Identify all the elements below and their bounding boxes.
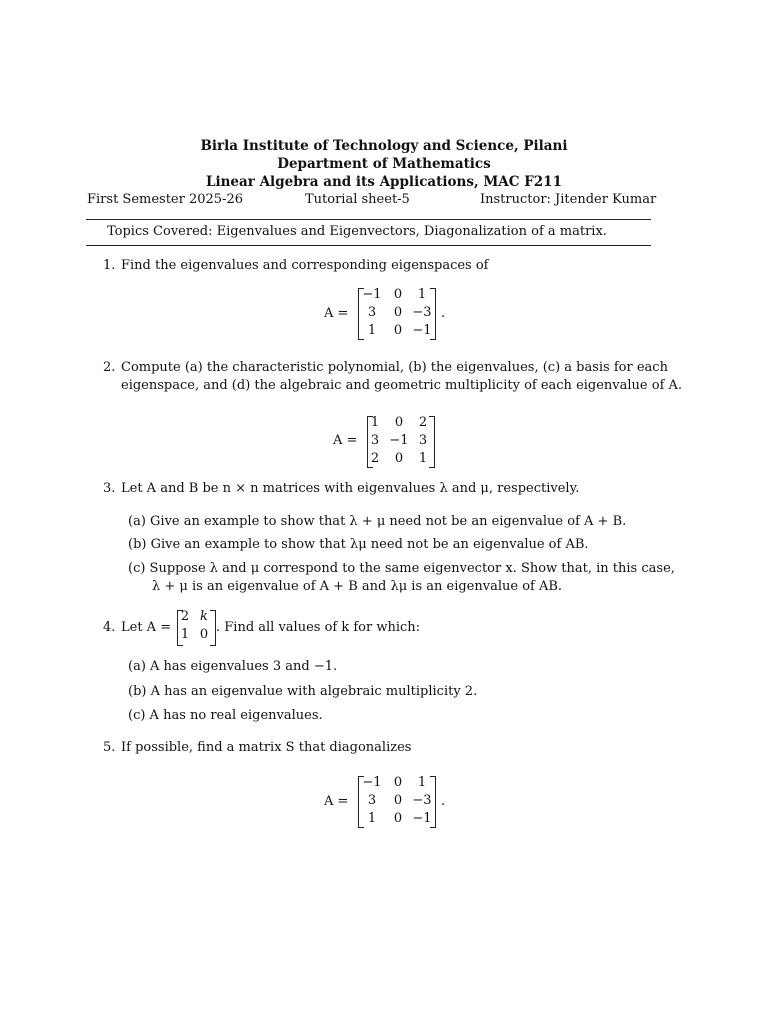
q3-part-a: (a) Give an example to show that λ + μ need not be an eigenvalue of A + B. <box>128 514 627 529</box>
institute-title: Birla Institute of Technology and Science, Pilani <box>200 138 568 154</box>
q1-text: Find the eigenvalues and corresponding eigenspaces of <box>121 258 489 273</box>
matrix-cell: k <box>200 609 208 624</box>
matrix-cell: 1 <box>367 811 377 826</box>
q3-text: Let A and B be n × n matrices with eigenvalues λ and μ, respectively. <box>121 481 580 496</box>
semester-label: First Semester 2025-26 <box>87 192 243 207</box>
q4-number: 4. <box>103 620 116 635</box>
matrix-cell: 0 <box>199 627 209 642</box>
matrix-cell: −1 <box>362 287 382 302</box>
matrix-cell: 1 <box>367 323 377 338</box>
matrix-cell: 2 <box>418 415 428 430</box>
q5-a-eq: A = <box>324 794 349 809</box>
q1-a-eq: A = <box>324 306 349 321</box>
sheet-label: Tutorial sheet-5 <box>305 192 410 207</box>
topics-covered: Topics Covered: Eigenvalues and Eigenvectors, Diagonalization of a matrix. <box>107 224 607 239</box>
matrix-cell: −1 <box>389 433 409 448</box>
matrix-cell: −1 <box>412 811 432 826</box>
q1-number: 1. <box>103 258 116 273</box>
bottom-rule <box>86 245 651 246</box>
matrix-cell: 2 <box>180 609 190 624</box>
top-rule <box>86 219 651 220</box>
matrix-cell: 0 <box>394 415 404 430</box>
matrix-cell: 1 <box>418 451 428 466</box>
matrix-cell: 0 <box>393 287 403 302</box>
instructor-label: Instructor: Jitender Kumar <box>480 192 657 207</box>
q4-part-c: (c) A has no real eigenvalues. <box>128 708 323 723</box>
q4-pre: Let A = <box>121 620 172 635</box>
q3-part-c-line1: (c) Suppose λ and μ correspond to the same eigenvector x. Show that, in this case, <box>128 561 675 576</box>
matrix-cell: −1 <box>362 775 382 790</box>
matrix-cell: 1 <box>417 287 427 302</box>
matrix-cell: 1 <box>180 627 190 642</box>
q3-part-c-line2: λ + μ is an eigenvalue of A + B and λμ is an eigenvalue of AB. <box>152 579 563 594</box>
matrix-cell: 0 <box>393 775 403 790</box>
matrix-cell: 0 <box>393 811 403 826</box>
department-title: Department of Mathematics <box>277 156 491 172</box>
q2-line1: Compute (a) the characteristic polynomial, (b) the eigenvalues, (c) a basis for each <box>121 360 668 375</box>
q5-number: 5. <box>103 740 116 755</box>
matrix-cell: 0 <box>393 793 403 808</box>
q2-right-bracket <box>429 416 435 468</box>
q3-number: 3. <box>103 481 116 496</box>
q5-right-bracket <box>430 776 436 828</box>
q1-period: . <box>441 306 446 321</box>
matrix-cell: −3 <box>412 793 432 808</box>
matrix-cell: −1 <box>412 323 432 338</box>
q3-part-b: (b) Give an example to show that λμ need not be an eigenvalue of AB. <box>128 537 589 552</box>
matrix-cell: 1 <box>370 415 380 430</box>
q4-part-b: (b) A has an eigenvalue with algebraic multiplicity 2. <box>128 684 478 699</box>
matrix-cell: 3 <box>370 433 380 448</box>
q2-line2: eigenspace, and (d) the algebraic and geometric multiplicity of each eigenvalue of A. <box>121 378 683 393</box>
course-title: Linear Algebra and its Applications, MAC F211 <box>206 174 562 190</box>
matrix-cell: 1 <box>417 775 427 790</box>
q4-part-a: (a) A has eigenvalues 3 and −1. <box>128 659 338 674</box>
q2-number: 2. <box>103 360 116 375</box>
matrix-cell: 0 <box>393 305 403 320</box>
matrix-cell: 0 <box>394 451 404 466</box>
matrix-cell: −3 <box>412 305 432 320</box>
matrix-cell: 3 <box>367 305 377 320</box>
q5-period: . <box>441 794 446 809</box>
matrix-cell: 0 <box>393 323 403 338</box>
matrix-cell: 3 <box>418 433 428 448</box>
q4-post: . Find all values of k for which: <box>216 620 421 635</box>
q2-a-eq: A = <box>333 433 358 448</box>
matrix-cell: 2 <box>370 451 380 466</box>
q5-text: If possible, find a matrix S that diagonalizes <box>121 740 412 755</box>
matrix-cell: 3 <box>367 793 377 808</box>
q1-right-bracket <box>430 288 436 340</box>
